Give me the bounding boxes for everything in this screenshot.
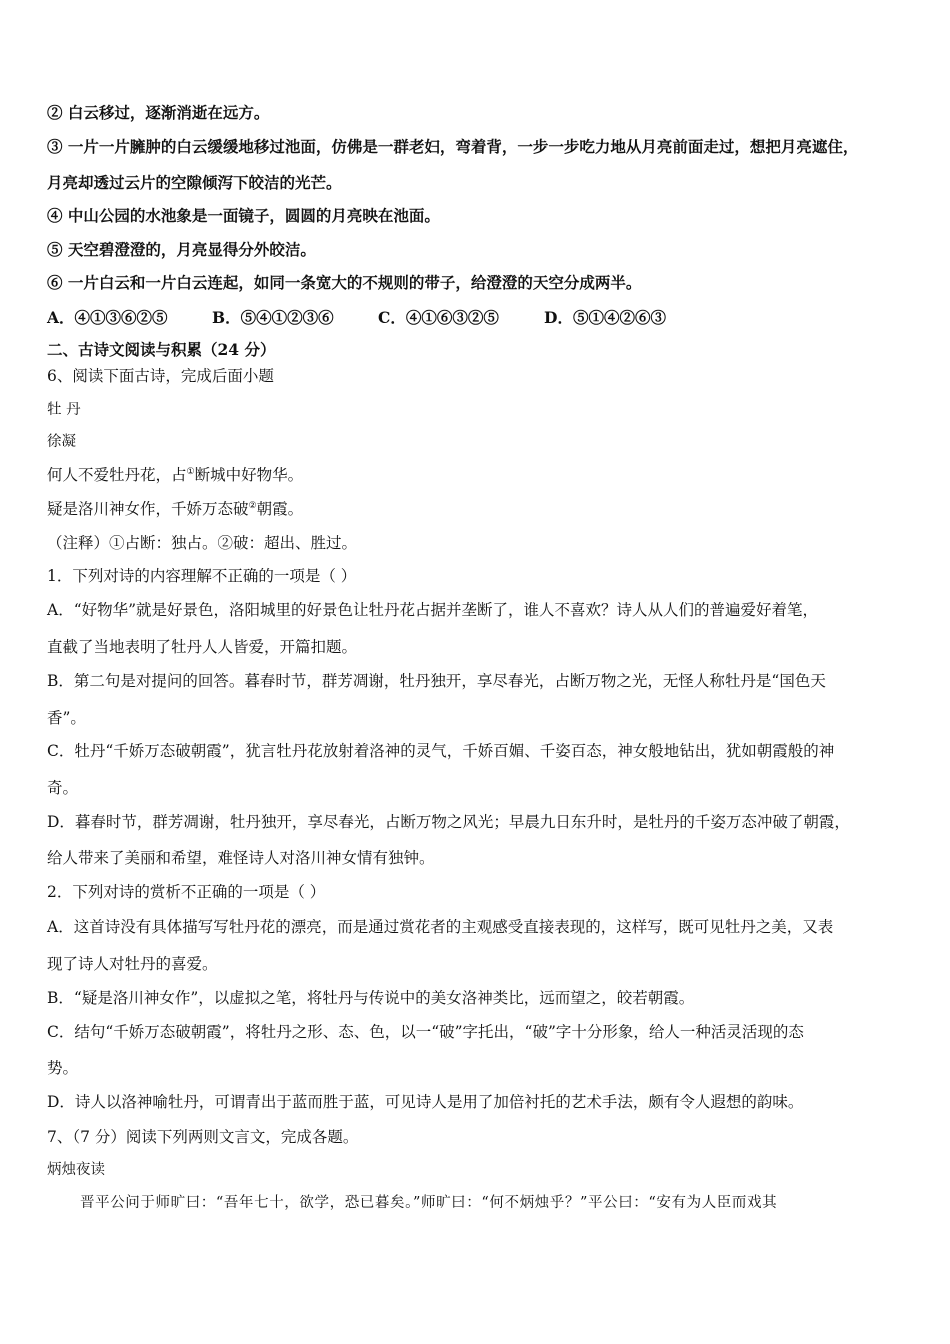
q5-choice-a: A．④①③⑥②⑤ xyxy=(47,308,168,327)
q5-sentence-6: ⑥ 一片白云和一片白云连起，如同一条宽大的不规则的带子，给澄澄的天空分成两半。 xyxy=(47,273,642,292)
q5-sentence-3b: 月亮却透过云片的空隙倾泻下皎洁的光芒。 xyxy=(47,173,342,192)
q6-2-option-b: B．“疑是洛川神女作”，以虚拟之笔，将牡丹与传说中的美女洛神类比，远而望之，皎若朝霞。 xyxy=(47,989,695,1007)
q7-passage-para-1: 晋平公问于师旷曰：“吾年七十，欲学，恐已暮矣。”师旷曰：“何不炳烛乎？”平公曰：“安有为人臣而戏其 xyxy=(80,1195,778,1211)
q6-2-option-a-line2: 现了诗人对牡丹的喜爱。 xyxy=(47,955,218,973)
q5-choice-b: B．⑤④①②③⑥ xyxy=(212,308,334,327)
poem-annotation: （注释）①占断：独占。②破：超出、胜过。 xyxy=(47,534,358,552)
q5-sentence-2: ② 白云移过，逐渐消逝在远方。 xyxy=(47,103,270,122)
q6-2-option-c-line2: 势。 xyxy=(47,1059,79,1077)
q7-passage-title: 炳烛夜读 xyxy=(47,1162,105,1178)
q6-1-option-c-line2: 奇。 xyxy=(47,779,79,797)
q6-2-stem: 2．下列对诗的赏析不正确的一项是（ ） xyxy=(47,883,326,901)
section-heading: 二、古诗文阅读与积累（24 分） xyxy=(47,340,276,359)
q5-choice-d: D．⑤①④②⑥③ xyxy=(544,308,666,327)
poem-line-1: 何人不爱牡丹花，占①断城中好物华。 xyxy=(47,466,304,484)
q5-sentence-4: ④ 中山公园的水池象是一面镜子，圆圆的月亮映在池面。 xyxy=(47,206,440,225)
q6-1-option-c-line1: C．牡丹“千娇万态破朝霞”，犹言牡丹花放射着洛神的灵气，千娇百媚、千姿百态，神女般地钻出，犹如朝霞般的神 xyxy=(47,742,835,760)
q7-intro: 7、（7 分）阅读下列两则文言文，完成各题。 xyxy=(47,1128,359,1146)
q6-1-option-a-line2: 直截了当地表明了牡丹人人皆爱，开篇扣题。 xyxy=(47,638,358,656)
q6-2-option-a-line1: A．这首诗没有具体描写写牡丹花的漂亮，而是通过赏花者的主观感受直接表现的，这样写，既可见牡丹之美，又表 xyxy=(47,918,834,936)
poem-title: 牡 丹 xyxy=(47,402,81,418)
q6-2-option-d: D．诗人以洛神喻牡丹，可谓青出于蓝而胜于蓝，可见诗人是用了加倍衬托的艺术手法，颇有令人遐想的韵味。 xyxy=(47,1093,804,1111)
q6-1-stem: 1．下列对诗的内容理解不正确的一项是（ ） xyxy=(47,567,357,585)
poem-author: 徐凝 xyxy=(47,434,76,450)
note-marker-1: ① xyxy=(186,467,195,477)
q6-2-option-c-line1: C．结句“千娇万态破朝霞”，将牡丹之形、态、色，以一“破”字托出，“破”字十分形象，给人一种活灵活现的态 xyxy=(47,1023,804,1041)
q6-1-option-b-line2: 香”。 xyxy=(47,709,86,727)
q5-choices xyxy=(47,306,666,328)
q5-sentence-5: ⑤ 天空碧澄澄的，月亮显得分外皎洁。 xyxy=(47,240,316,259)
q6-1-option-b-line1: B．第二句是对提问的回答。暮春时节，群芳凋谢，牡丹独开，享尽春光，占断万物之光，无怪人称牡丹是“国色天 xyxy=(47,672,826,690)
q6-intro: 6、阅读下面古诗，完成后面小题 xyxy=(47,367,274,385)
q5-sentence-3a: ③ 一片一片臃肿的白云缓缓地移过池面，仿佛是一群老妇，弯着背，一步一步吃力地从月亮前面走过，想把月亮遮住， xyxy=(47,137,859,156)
q6-1-option-d-line2: 给人带来了美丽和希望，难怪诗人对洛川神女情有独钟。 xyxy=(47,849,435,867)
q5-choice-c: C．④①⑥③②⑤ xyxy=(378,308,499,327)
poem-line-2: 疑是洛川神女作，千娇万态破②朝霞。 xyxy=(47,500,304,518)
note-marker-2: ② xyxy=(248,501,257,511)
q6-1-option-d-line1: D．暮春时节，群芳凋谢，牡丹独开，享尽春光，占断万物之风光；早晨九日东升时，是牡丹的千姿万态冲破了朝霞， xyxy=(47,813,850,831)
q6-1-option-a-line1: A．“好物华”就是好景色，洛阳城里的好景色让牡丹花占据并垄断了，谁人不喜欢？诗人从人们的普遍爱好着笔， xyxy=(47,601,819,619)
